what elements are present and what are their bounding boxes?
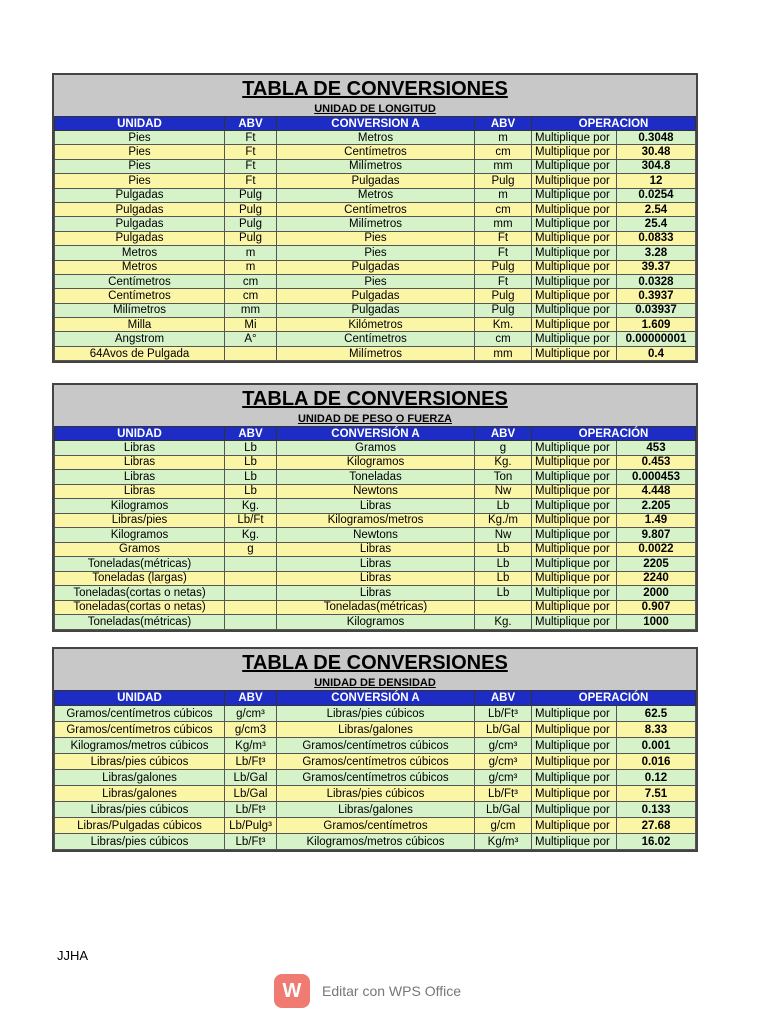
cell-abv: mm xyxy=(225,303,277,317)
density-conversion-table xyxy=(52,647,698,852)
cell-unidad: Pulgadas xyxy=(55,202,225,216)
table-row xyxy=(55,542,696,557)
cell-abv xyxy=(225,600,277,615)
cell-factor: 0.12 xyxy=(617,770,696,786)
cell-abv-2: m xyxy=(475,188,532,202)
cell-conversion: Gramos/centímetros xyxy=(277,818,475,834)
col-header-conversion: CONVERSION A xyxy=(277,117,475,131)
cell-abv-2: mm xyxy=(475,159,532,173)
table-row xyxy=(55,834,696,850)
cell-factor: 0.133 xyxy=(617,802,696,818)
cell-unidad: Pulgadas xyxy=(55,217,225,231)
cell-conversion: Pies xyxy=(277,246,475,260)
cell-operacion: Multiplique por xyxy=(532,754,617,770)
cell-factor: 0.0833 xyxy=(617,231,696,245)
cell-factor: 30.48 xyxy=(617,145,696,159)
cell-unidad: Gramos/centímetros cúbicos xyxy=(55,706,225,722)
table-row xyxy=(55,318,696,332)
cell-conversion: Milímetros xyxy=(277,217,475,231)
cell-conversion: Gramos xyxy=(277,441,475,456)
cell-factor: 4.448 xyxy=(617,484,696,499)
cell-operacion: Multiplique por xyxy=(532,202,617,216)
table-row xyxy=(55,484,696,499)
cell-abv-2: Pulg xyxy=(475,260,532,274)
cell-unidad: Milla xyxy=(55,318,225,332)
cell-operacion: Multiplique por xyxy=(532,260,617,274)
cell-operacion: Multiplique por xyxy=(532,818,617,834)
cell-abv-2: Lb xyxy=(475,586,532,601)
cell-abv: Pulg xyxy=(225,202,277,216)
cell-conversion: Newtons xyxy=(277,484,475,499)
cell-factor: 16.02 xyxy=(617,834,696,850)
cell-unidad: Libras xyxy=(55,470,225,485)
cell-abv-2: Ft xyxy=(475,274,532,288)
cell-abv: Ft xyxy=(225,174,277,188)
cell-abv: g/cm3 xyxy=(225,722,277,738)
cell-factor: 0.4 xyxy=(617,346,696,360)
cell-conversion: Pulgadas xyxy=(277,303,475,317)
cell-operacion: Multiplique por xyxy=(532,802,617,818)
table-title: TABLA DE CONVERSIONES xyxy=(242,388,508,410)
cell-operacion: Multiplique por xyxy=(532,484,617,499)
cell-conversion: Libras xyxy=(277,571,475,586)
cell-conversion: Libras xyxy=(277,557,475,572)
cell-operacion: Multiplique por xyxy=(532,542,617,557)
cell-operacion: Multiplique por xyxy=(532,528,617,543)
cell-unidad: Libras/pies cúbicos xyxy=(55,754,225,770)
cell-unidad: Toneladas(cortas o netas) xyxy=(55,600,225,615)
cell-operacion: Multiplique por xyxy=(532,174,617,188)
cell-factor: 304.8 xyxy=(617,159,696,173)
cell-abv-2: Ft xyxy=(475,231,532,245)
col-header-conversion: CONVERSIÓN A xyxy=(277,691,475,706)
cell-factor: 2.205 xyxy=(617,499,696,514)
cell-abv: cm xyxy=(225,289,277,303)
cell-unidad: Pies xyxy=(55,174,225,188)
col-header-abv: ABV xyxy=(225,427,277,441)
cell-conversion: Pulgadas xyxy=(277,174,475,188)
data-table xyxy=(54,426,696,630)
cell-abv-2: Lb/Gal xyxy=(475,722,532,738)
cell-abv-2: g/cm xyxy=(475,818,532,834)
cell-abv-2: Lb/Ft³ xyxy=(475,786,532,802)
table-title: TABLA DE CONVERSIONES xyxy=(242,78,508,100)
cell-unidad: Libras/galones xyxy=(55,770,225,786)
data-table xyxy=(54,690,696,850)
cell-abv-2: g/cm³ xyxy=(475,770,532,786)
cell-operacion: Multiplique por xyxy=(532,557,617,572)
cell-unidad: Libras xyxy=(55,455,225,470)
cell-factor: 0.001 xyxy=(617,738,696,754)
author-initials: JJHA xyxy=(57,948,89,963)
cell-operacion: Multiplique por xyxy=(532,217,617,231)
cell-unidad: Libras/galones xyxy=(55,786,225,802)
table-row xyxy=(55,586,696,601)
cell-abv-2: g/cm³ xyxy=(475,738,532,754)
cell-abv: Lb/Pulg³ xyxy=(225,818,277,834)
cell-conversion: Kilogramos/metros cúbicos xyxy=(277,834,475,850)
cell-factor: 0.3048 xyxy=(617,131,696,145)
cell-conversion: Toneladas xyxy=(277,470,475,485)
cell-unidad: Metros xyxy=(55,260,225,274)
cell-abv: Mi xyxy=(225,318,277,332)
table-row xyxy=(55,738,696,754)
cell-operacion: Multiplique por xyxy=(532,615,617,630)
weight-force-conversion-table xyxy=(52,383,698,632)
cell-abv-2: g/cm³ xyxy=(475,754,532,770)
cell-conversion: Libras/pies cúbicos xyxy=(277,786,475,802)
cell-conversion: Libras xyxy=(277,586,475,601)
cell-conversion: Pies xyxy=(277,274,475,288)
cell-factor: 0.0254 xyxy=(617,188,696,202)
cell-unidad: 64Avos de Pulgada xyxy=(55,346,225,360)
table-row xyxy=(55,470,696,485)
table-subtitle: UNIDAD DE LONGITUD xyxy=(314,103,436,115)
cell-factor: 0.00000001 xyxy=(617,332,696,346)
cell-unidad: Toneladas(métricas) xyxy=(55,615,225,630)
cell-abv: cm xyxy=(225,274,277,288)
cell-abv-2: Km. xyxy=(475,318,532,332)
cell-abv: Ft xyxy=(225,131,277,145)
cell-operacion: Multiplique por xyxy=(532,246,617,260)
col-header-unidad: UNIDAD xyxy=(55,691,225,706)
cell-unidad: Libras xyxy=(55,484,225,499)
cell-conversion: Kilogramos xyxy=(277,455,475,470)
table-row xyxy=(55,332,696,346)
cell-operacion: Multiplique por xyxy=(532,770,617,786)
cell-conversion: Metros xyxy=(277,188,475,202)
cell-factor: 1.609 xyxy=(617,318,696,332)
cell-abv xyxy=(225,615,277,630)
cell-conversion: Milímetros xyxy=(277,159,475,173)
cell-conversion: Kilogramos xyxy=(277,615,475,630)
cell-abv: Lb xyxy=(225,441,277,456)
cell-factor: 1000 xyxy=(617,615,696,630)
cell-abv: Kg/m³ xyxy=(225,738,277,754)
cell-operacion: Multiplique por xyxy=(532,332,617,346)
cell-factor: 62.5 xyxy=(617,706,696,722)
cell-abv: m xyxy=(225,260,277,274)
table-row xyxy=(55,303,696,317)
cell-abv xyxy=(225,557,277,572)
cell-factor: 0.907 xyxy=(617,600,696,615)
table-row xyxy=(55,571,696,586)
cell-conversion: Libras/galones xyxy=(277,722,475,738)
cell-factor: 39.37 xyxy=(617,260,696,274)
cell-conversion: Gramos/centímetros cúbicos xyxy=(277,770,475,786)
table-row xyxy=(55,802,696,818)
cell-operacion: Multiplique por xyxy=(532,231,617,245)
cell-unidad: Metros xyxy=(55,246,225,260)
table-row xyxy=(55,289,696,303)
cell-conversion: Centímetros xyxy=(277,202,475,216)
cell-operacion: Multiplique por xyxy=(532,834,617,850)
cell-abv: Lb/Ft³ xyxy=(225,802,277,818)
table-row xyxy=(55,722,696,738)
cell-factor: 0.453 xyxy=(617,455,696,470)
cell-unidad: Pies xyxy=(55,145,225,159)
cell-operacion: Multiplique por xyxy=(532,513,617,528)
cell-unidad: Pies xyxy=(55,131,225,145)
col-header-operacion: OPERACIÓN xyxy=(532,691,696,706)
cell-factor: 12 xyxy=(617,174,696,188)
table-row xyxy=(55,188,696,202)
cell-conversion: Pulgadas xyxy=(277,289,475,303)
cell-unidad: Kilogramos xyxy=(55,499,225,514)
table-row xyxy=(55,770,696,786)
cell-unidad: Libras/pies cúbicos xyxy=(55,802,225,818)
cell-abv-2: Lb xyxy=(475,571,532,586)
cell-conversion: Pulgadas xyxy=(277,260,475,274)
cell-abv-2 xyxy=(475,600,532,615)
table-row xyxy=(55,600,696,615)
table-subtitle: UNIDAD DE PESO O FUERZA xyxy=(297,413,452,425)
table-row xyxy=(55,455,696,470)
cell-operacion: Multiplique por xyxy=(532,274,617,288)
length-conversion-table xyxy=(52,73,698,363)
table-title: TABLA DE CONVERSIONES xyxy=(242,652,508,674)
cell-factor: 2000 xyxy=(617,586,696,601)
cell-conversion: Toneladas(métricas) xyxy=(277,600,475,615)
col-header-conversion: CONVERSIÓN A xyxy=(277,427,475,441)
cell-unidad: Centímetros xyxy=(55,274,225,288)
cell-operacion: Multiplique por xyxy=(532,318,617,332)
cell-factor: 453 xyxy=(617,441,696,456)
table-row xyxy=(55,557,696,572)
cell-conversion: Newtons xyxy=(277,528,475,543)
cell-abv xyxy=(225,571,277,586)
cell-abv: Pulg xyxy=(225,217,277,231)
cell-abv: Ft xyxy=(225,159,277,173)
cell-unidad: Pulgadas xyxy=(55,231,225,245)
cell-factor: 7.51 xyxy=(617,786,696,802)
cell-abv: Pulg xyxy=(225,231,277,245)
cell-abv-2: cm xyxy=(475,332,532,346)
table-row xyxy=(55,499,696,514)
cell-abv: Lb/Ft xyxy=(225,513,277,528)
cell-abv: Kg. xyxy=(225,499,277,514)
cell-factor: 0.000453 xyxy=(617,470,696,485)
col-header-unidad: UNIDAD xyxy=(55,427,225,441)
table-row xyxy=(55,246,696,260)
cell-abv-2: Lb xyxy=(475,557,532,572)
cell-conversion: Libras xyxy=(277,542,475,557)
cell-abv-2: g xyxy=(475,441,532,456)
cell-abv-2: Pulg xyxy=(475,174,532,188)
table-row xyxy=(55,754,696,770)
cell-operacion: Multiplique por xyxy=(532,470,617,485)
cell-operacion: Multiplique por xyxy=(532,159,617,173)
cell-operacion: Multiplique por xyxy=(532,188,617,202)
cell-unidad: Gramos xyxy=(55,542,225,557)
cell-operacion: Multiplique por xyxy=(532,441,617,456)
table-row xyxy=(55,145,696,159)
cell-factor: 2240 xyxy=(617,571,696,586)
table-row xyxy=(55,174,696,188)
cell-factor: 0.03937 xyxy=(617,303,696,317)
cell-abv-2: Ft xyxy=(475,246,532,260)
col-header-abv: ABV xyxy=(225,691,277,706)
cell-factor: 0.0022 xyxy=(617,542,696,557)
cell-abv: Lb xyxy=(225,455,277,470)
cell-unidad: Pulgadas xyxy=(55,188,225,202)
cell-factor: 2.54 xyxy=(617,202,696,216)
cell-abv-2: Lb/Ft³ xyxy=(475,706,532,722)
cell-abv-2: Kg. xyxy=(475,455,532,470)
cell-operacion: Multiplique por xyxy=(532,600,617,615)
cell-abv-2: Nw xyxy=(475,484,532,499)
col-header-unidad: UNIDAD xyxy=(55,117,225,131)
table-row xyxy=(55,159,696,173)
cell-unidad: Centímetros xyxy=(55,289,225,303)
table-row xyxy=(55,131,696,145)
cell-operacion: Multiplique por xyxy=(532,586,617,601)
cell-abv: Lb/Gal xyxy=(225,770,277,786)
cell-factor: 8.33 xyxy=(617,722,696,738)
cell-abv: Lb/Ft³ xyxy=(225,834,277,850)
cell-factor: 0.3937 xyxy=(617,289,696,303)
col-header-abv-2: ABV xyxy=(475,117,532,131)
cell-conversion: Milímetros xyxy=(277,346,475,360)
cell-operacion: Multiplique por xyxy=(532,499,617,514)
wps-logo-icon: W xyxy=(274,974,310,1008)
cell-operacion: Multiplique por xyxy=(532,706,617,722)
cell-abv: Lb/Gal xyxy=(225,786,277,802)
cell-conversion: Pies xyxy=(277,231,475,245)
cell-abv: m xyxy=(225,246,277,260)
cell-abv-2: Lb/Gal xyxy=(475,802,532,818)
table-row xyxy=(55,615,696,630)
col-header-abv-2: ABV xyxy=(475,427,532,441)
cell-operacion: Multiplique por xyxy=(532,738,617,754)
cell-conversion: Libras xyxy=(277,499,475,514)
cell-conversion: Metros xyxy=(277,131,475,145)
cell-operacion: Multiplique por xyxy=(532,289,617,303)
table-row xyxy=(55,706,696,722)
cell-conversion: Gramos/centímetros cúbicos xyxy=(277,754,475,770)
col-header-operacion: OPERACIÓN xyxy=(532,427,696,441)
table-row xyxy=(55,274,696,288)
cell-abv-2: Kg. xyxy=(475,615,532,630)
cell-abv: Lb xyxy=(225,470,277,485)
cell-unidad: Angstrom xyxy=(55,332,225,346)
cell-unidad: Libras xyxy=(55,441,225,456)
cell-abv xyxy=(225,346,277,360)
cell-unidad: Gramos/centímetros cúbicos xyxy=(55,722,225,738)
cell-abv-2: Pulg xyxy=(475,289,532,303)
cell-factor: 3.28 xyxy=(617,246,696,260)
cell-unidad: Kilogramos xyxy=(55,528,225,543)
cell-unidad: Pies xyxy=(55,159,225,173)
table-row xyxy=(55,528,696,543)
cell-abv-2: Pulg xyxy=(475,303,532,317)
table-row xyxy=(55,513,696,528)
cell-abv-2: Kg./m xyxy=(475,513,532,528)
cell-abv: Lb/Ft³ xyxy=(225,754,277,770)
cell-abv: g xyxy=(225,542,277,557)
cell-operacion: Multiplique por xyxy=(532,786,617,802)
cell-factor: 25.4 xyxy=(617,217,696,231)
cell-abv-2: Kg/m³ xyxy=(475,834,532,850)
cell-unidad: Toneladas (largas) xyxy=(55,571,225,586)
cell-abv xyxy=(225,586,277,601)
cell-abv: Lb xyxy=(225,484,277,499)
table-row xyxy=(55,260,696,274)
table-row xyxy=(55,231,696,245)
cell-unidad: Kilogramos/metros cúbicos xyxy=(55,738,225,754)
cell-unidad: Toneladas(métricas) xyxy=(55,557,225,572)
cell-abv-2: mm xyxy=(475,217,532,231)
table-row xyxy=(55,202,696,216)
cell-conversion: Kilómetros xyxy=(277,318,475,332)
cell-operacion: Multiplique por xyxy=(532,455,617,470)
cell-abv-2: mm xyxy=(475,346,532,360)
cell-abv-2: m xyxy=(475,131,532,145)
cell-factor: 2205 xyxy=(617,557,696,572)
cell-conversion: Libras/pies cúbicos xyxy=(277,706,475,722)
cell-factor: 9.807 xyxy=(617,528,696,543)
cell-abv-2: cm xyxy=(475,145,532,159)
cell-operacion: Multiplique por xyxy=(532,145,617,159)
wps-edit-button[interactable] xyxy=(274,974,461,1008)
cell-unidad: Libras/pies xyxy=(55,513,225,528)
cell-abv-2: Lb xyxy=(475,499,532,514)
table-row xyxy=(55,441,696,456)
cell-conversion: Libras/galones xyxy=(277,802,475,818)
cell-conversion: Kilogramos/metros xyxy=(277,513,475,528)
cell-operacion: Multiplique por xyxy=(532,303,617,317)
cell-unidad: Toneladas(cortas o netas) xyxy=(55,586,225,601)
cell-abv-2: cm xyxy=(475,202,532,216)
table-row xyxy=(55,217,696,231)
cell-abv-2: Lb xyxy=(475,542,532,557)
cell-unidad: Libras/pies cúbicos xyxy=(55,834,225,850)
table-subtitle: UNIDAD DE DENSIDAD xyxy=(314,677,436,689)
table-row xyxy=(55,786,696,802)
cell-conversion: Centímetros xyxy=(277,332,475,346)
cell-operacion: Multiplique por xyxy=(532,571,617,586)
table-row xyxy=(55,346,696,360)
cell-factor: 27.68 xyxy=(617,818,696,834)
cell-abv: Ft xyxy=(225,145,277,159)
cell-unidad: Milímetros xyxy=(55,303,225,317)
cell-conversion: Gramos/centímetros cúbicos xyxy=(277,738,475,754)
col-header-abv-2: ABV xyxy=(475,691,532,706)
cell-abv-2: Nw xyxy=(475,528,532,543)
cell-abv: Kg. xyxy=(225,528,277,543)
cell-factor: 0.0328 xyxy=(617,274,696,288)
cell-operacion: Multiplique por xyxy=(532,131,617,145)
cell-conversion: Centímetros xyxy=(277,145,475,159)
col-header-abv: ABV xyxy=(225,117,277,131)
cell-factor: 1.49 xyxy=(617,513,696,528)
cell-abv: A° xyxy=(225,332,277,346)
data-table xyxy=(54,116,696,361)
cell-operacion: Multiplique por xyxy=(532,346,617,360)
cell-abv: Pulg xyxy=(225,188,277,202)
cell-abv-2: Ton xyxy=(475,470,532,485)
cell-operacion: Multiplique por xyxy=(532,722,617,738)
cell-factor: 0.016 xyxy=(617,754,696,770)
table-row xyxy=(55,818,696,834)
cell-unidad: Libras/Pulgadas cúbicos xyxy=(55,818,225,834)
wps-edit-label: Editar con WPS Office xyxy=(322,983,462,999)
cell-abv: g/cm³ xyxy=(225,706,277,722)
col-header-operacion: OPERACION xyxy=(532,117,696,131)
